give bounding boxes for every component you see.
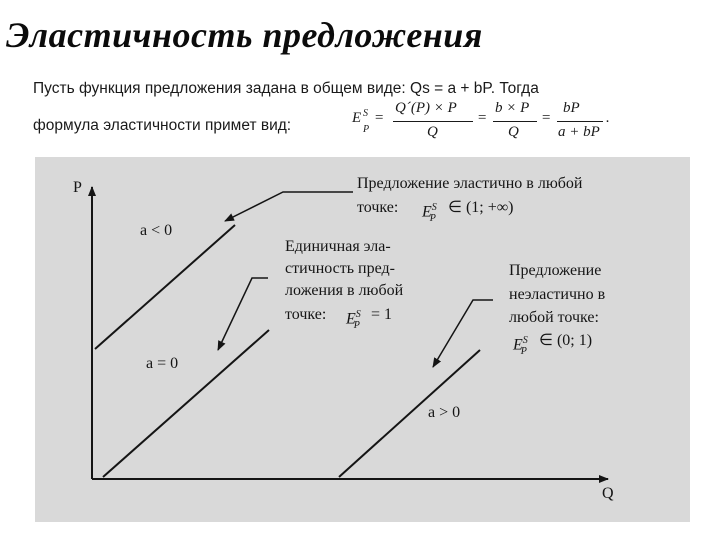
supply-elasticity-figure <box>35 157 690 522</box>
inelastic-text-2: неэластично в <box>509 286 606 303</box>
formula-num-1: Q´(P) × P <box>395 100 457 116</box>
unit-text-4: точке: <box>285 306 327 323</box>
formula-den-2: Q <box>508 124 519 140</box>
label-a-negative: a < 0 <box>140 222 173 239</box>
elastic-set: ∈ (1; +∞) <box>448 199 514 216</box>
intro-line-1: Пусть функция предложения задана в общем виде: Qs = a + bP. Тогда <box>33 80 539 97</box>
formula-period: . <box>606 110 610 126</box>
formula-bar-2 <box>493 121 537 122</box>
inelastic-set: ∈ (0; 1) <box>539 332 593 349</box>
unit-text-1: Единичная эла- <box>285 238 391 255</box>
axis-label-q: Q <box>602 485 614 502</box>
formula-bar-1 <box>393 121 473 122</box>
supply-line-a-zero <box>103 330 269 477</box>
formula-e: E <box>352 110 362 126</box>
inelastic-text-3: любой точке: <box>509 309 599 326</box>
unit-e: $E^S_P$ <box>346 309 361 331</box>
intro-line-2: формула эластичности примет вид: <box>33 117 292 134</box>
slide-title: Эластичность предложения <box>6 15 483 55</box>
pointer-unit <box>218 278 268 350</box>
unit-value: = 1 <box>371 306 393 323</box>
label-a-zero: a = 0 <box>146 355 179 372</box>
formula-bar-3 <box>557 121 603 122</box>
inelastic-e: $E^S_P$ <box>513 335 528 357</box>
formula-den-3: a + bP <box>558 124 600 140</box>
pointer-elastic <box>225 192 353 221</box>
axis-label-p: P <box>73 179 82 196</box>
unit-text-3: ложения в любой <box>285 282 404 299</box>
supply-line-a-negative <box>95 225 235 349</box>
pointer-inelastic <box>433 300 493 367</box>
formula-den-1: Q <box>427 124 438 140</box>
formula-num-3: bP <box>563 100 580 116</box>
elastic-text-1: Предложение эластично в любой <box>357 175 583 192</box>
elastic-text-2: точке: <box>357 199 399 216</box>
formula-eq-1: = <box>374 110 385 126</box>
formula-eq-2: = <box>477 110 488 126</box>
inelastic-text-1: Предложение <box>509 262 602 279</box>
unit-text-2: стичность пред- <box>285 260 395 277</box>
formula-eq-3: = <box>541 110 552 126</box>
formula-num-2: b × P <box>495 100 530 116</box>
formula-e-sub: P <box>363 124 370 135</box>
formula-e-sup: S <box>363 108 368 119</box>
elastic-e: $E^S_P$ <box>422 202 437 224</box>
label-a-positive: a > 0 <box>428 404 461 421</box>
